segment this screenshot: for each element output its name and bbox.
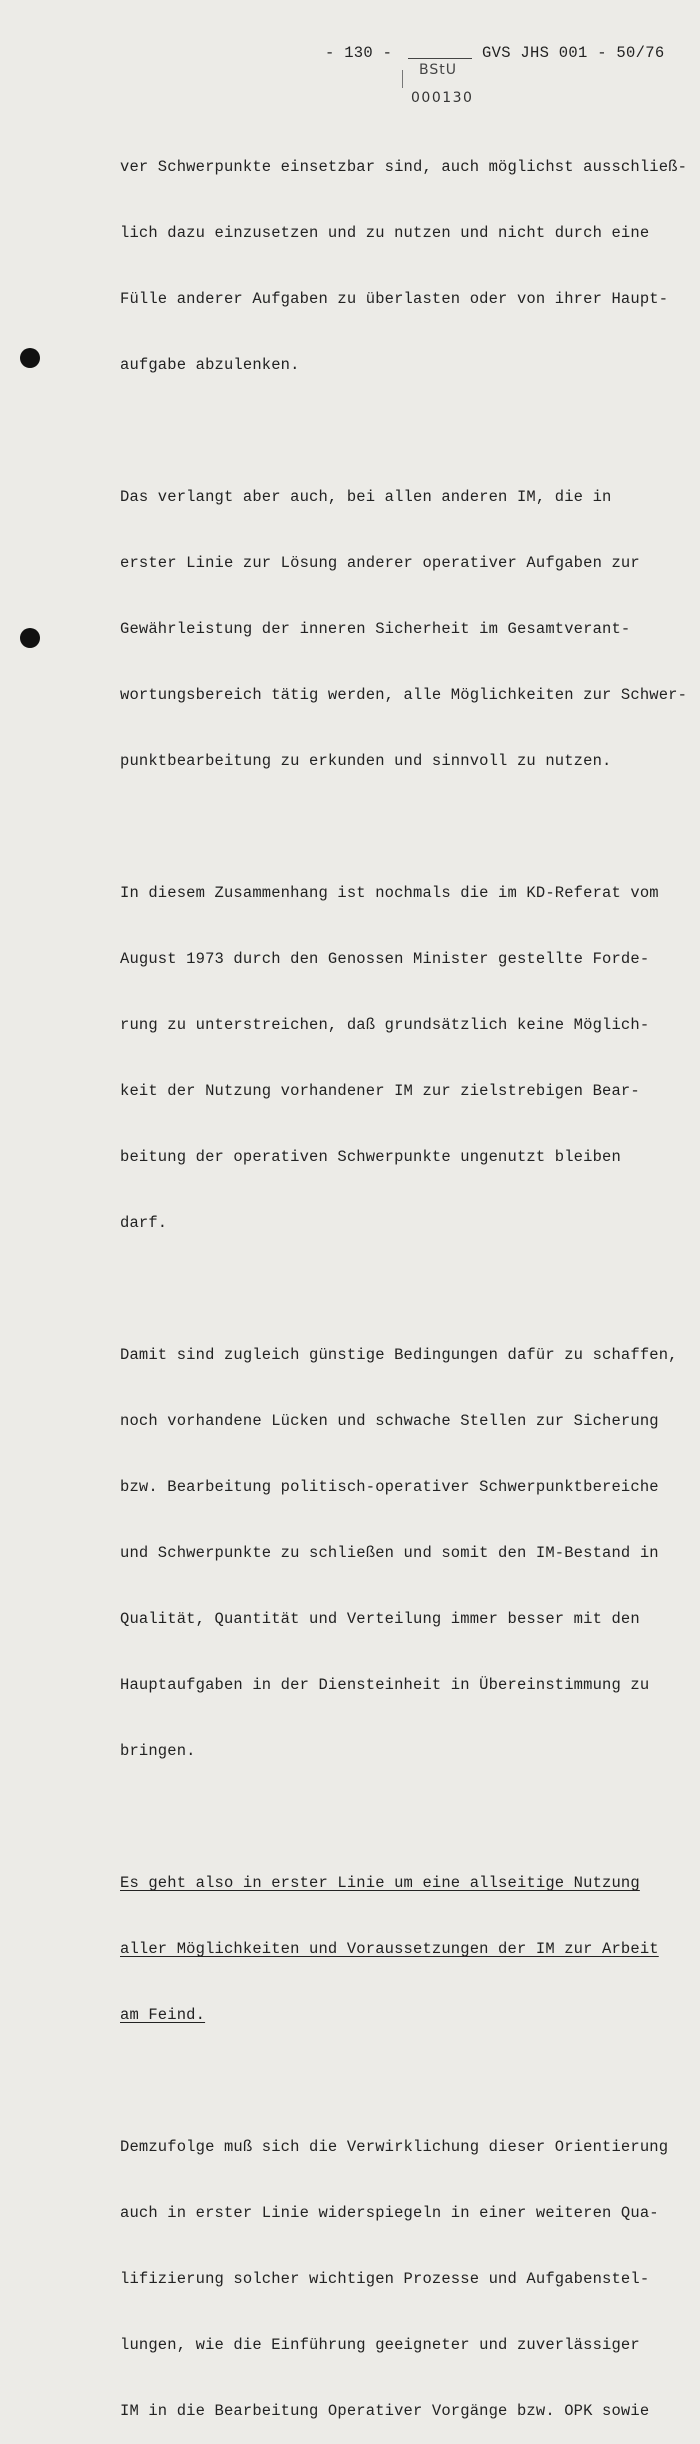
paragraph-gap <box>120 2070 660 2092</box>
text-line: auch in erster Linie widerspiegeln in einer weiteren Qua- <box>120 2204 659 2222</box>
archive-stamp-agency: BStU <box>419 62 457 78</box>
archive-stamp-number: 000130 <box>411 90 474 106</box>
text-line: In diesem Zusammenhang ist nochmals die im KD-Referat vom <box>120 884 659 902</box>
underlined-text-line: aller Möglichkeiten und Voraussetzungen der IM zur Arbeit <box>120 1940 659 1958</box>
text-line: darf. <box>120 1214 168 1232</box>
text-line: bzw. Bearbeitung politisch-operativer Schwerpunktbereiche <box>120 1478 659 1496</box>
document-body <box>120 112 688 2444</box>
text-line: beitung der operativen Schwerpunkte ungenutzt bleiben <box>120 1148 621 1166</box>
text-line: wortungsbereich tätig werden, alle Möglichkeiten zur Schwer- <box>120 686 688 704</box>
text-line: August 1973 durch den Genossen Minister gestellte Forde- <box>120 950 650 968</box>
text-line: Fülle anderer Aufgaben zu überlasten oder von ihrer Haupt- <box>120 290 669 308</box>
stamp-mark <box>402 70 403 88</box>
text-line: erster Linie zur Lösung anderer operativer Aufgaben zur <box>120 554 640 572</box>
text-line: punktbearbeitung zu erkunden und sinnvoll zu nutzen. <box>120 752 612 770</box>
text-line: und Schwerpunkte zu schließen und somit den IM-Bestand in <box>120 1544 659 1562</box>
text-line: lich dazu einzusetzen und zu nutzen und nicht durch eine <box>120 224 650 242</box>
text-line: IM in die Bearbeitung Operativer Vorgänge bzw. OPK sowie <box>120 2402 650 2420</box>
underlined-text-line: am Feind. <box>120 2006 206 2024</box>
text-line: Hauptaufgaben in der Diensteinheit in Übereinstimmung zu <box>120 1676 650 1694</box>
paragraph-gap <box>120 420 660 442</box>
classification-reference: GVS JHS 001 - 50/76 <box>482 44 665 62</box>
text-line: Damit sind zugleich günstige Bedingungen dafür zu schaffen, <box>120 1346 678 1364</box>
text-line: lifizierung solcher wichtigen Prozesse und Aufgabenstel- <box>120 2270 650 2288</box>
text-line: noch vorhandene Lücken und schwache Stellen zur Sicherung <box>120 1412 659 1430</box>
punch-hole-top <box>20 348 40 368</box>
text-line: Qualität, Quantität und Verteilung immer besser mit den <box>120 1610 640 1628</box>
paragraph-gap <box>120 1278 660 1300</box>
punch-hole-bottom <box>20 628 40 648</box>
header-dash <box>408 58 472 59</box>
underlined-text-line: Es geht also in erster Linie um eine allseitige Nutzung <box>120 1874 640 1892</box>
text-line: Das verlangt aber auch, bei allen anderen IM, die in <box>120 488 612 506</box>
text-line: keit der Nutzung vorhandener IM zur zielstrebigen Bear- <box>120 1082 640 1100</box>
text-line: Gewährleistung der inneren Sicherheit im Gesamtverant- <box>120 620 631 638</box>
text-line: Demzufolge muß sich die Verwirklichung dieser Orientierung <box>120 2138 669 2156</box>
text-line: lungen, wie die Einführung geeigneter und zuverlässiger <box>120 2336 640 2354</box>
text-line: bringen. <box>120 1742 196 1760</box>
page-number: - 130 - <box>325 44 393 62</box>
paragraph-gap <box>120 816 660 838</box>
text-line: aufgabe abzulenken. <box>120 356 300 374</box>
text-line: rung zu unterstreichen, daß grundsätzlich keine Möglich- <box>120 1016 650 1034</box>
text-line: ver Schwerpunkte einsetzbar sind, auch möglichst ausschließ- <box>120 158 688 176</box>
paragraph-gap <box>120 1806 660 1828</box>
